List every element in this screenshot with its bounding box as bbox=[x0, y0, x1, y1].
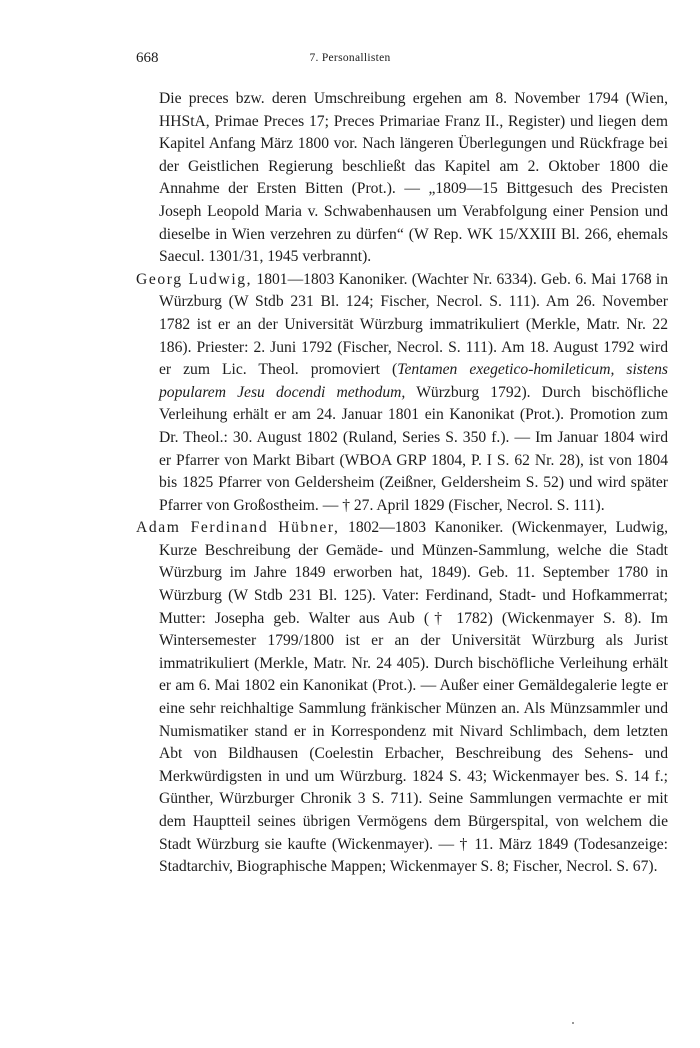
entry-text: 1802—1803 Kanoniker. (Wickenmayer, Ludwig, Kurze Beschreibung der Gemäde- und Münzen-Sammlung, welche die Stadt Würzburg im Jahre 1849 erworben hat, 1849). Geb. 11. September 1780 in Würzburg (W Stdb 231 Bl. 125). Vater: Ferdinand, Stadt- und Hofkammerrat; Mutter: Josepha geb. Walter aus Aub († 1782) (Wickenmayer S. 8). Im Wintersemester 1799/1800 ist er an der Universität Würzburg als Jurist immatrikuliert (Merkle, Matr. Nr. 24 405). Durch bischöfliche Verleihung erhält er am 6. Mai 1802 ein Kanonikat (Prot.). — Außer einer Gemäldegalerie legte er eine sehr reichhaltige Sammlung fränkischer Münzen an. Als Münzsammler und Numismatiker stand er in Korrespondenz mit Nivard Schlimbach, dem letzten Abt von Bildhausen (Coelestin Erbacher, Beschreibung des Sehens- und Merkwürdigsten in und um Würzburg. 1824 S. 43; Wickenmayer bes. S. 14 f.; Günther, Würzburger Chronik 3 S. 711). Seine Sammlungen vermachte er mit dem Hauptteil seines übrigen Vermögens dem Bürgerspital, von welchem die Stadt Würzburg sie kaufte (Wickenmayer). — † 11. März 1849 (Todesanzeige: Stadtarchiv, Biographische Mappen; Wickenmayer S. 8; Fischer, Necrol. S. 67). bbox=[159, 519, 668, 876]
entry-name: Adam Ferdinand Hübner, bbox=[136, 519, 340, 537]
paragraph-continuation: Die preces bzw. deren Umschreibung ergehen am 8. November 1794 (Wien, HHStA, Primae Preces 17; Preces Primariae Franz II., Register) und liegen dem Kapitel Anfang März 1800 vor. Nach längeren Überlegungen und Rückfrage bei der Geistlichen Regierung beschließt das Kapitel am 2. Oktober 1800 die Annahme der Ersten Bitten (Prot.). — „1809—15 Bittgesuch des Precisten Joseph Leopold Maria v. Schwabenhausen um Verabfolgung einer Pension und dieselbe in Wien verzehren zu dürfen“ (W Rep. WK 15/XXIII Bl. 266, ehemals Saecul. 1301/31, 1945 verbrannt). bbox=[159, 90, 668, 266]
entry-georg-ludwig bbox=[136, 269, 668, 518]
work-title: Tentamen exegetico-homileticum, sistens popularem Jesu docendi methodum, bbox=[159, 361, 668, 401]
section-title: 7. Personallisten bbox=[309, 52, 391, 64]
entry-name: Georg Ludwig, bbox=[136, 270, 253, 288]
entry-text: 1801—1803 Kanoniker. (Wachter Nr. 6334). Geb. 6. Mai 1768 in Würzburg (W Stdb 231 Bl. 124; Fischer, Necrol. S. 111). Am 26. November 1782 ist er an der Universität Würzburg immatrikuliert (Merkle, Matr. Nr. 22 186). Priester: 2. Juni 1792 (Fischer, Necrol. S. 111). Am 18. August 1792 wird er zum Lic. Theol. promoviert ( bbox=[159, 270, 668, 379]
entry-text: Würzburg 1792). Durch bischöfliche Verleihung erhält er am 24. Januar 1801 ein Kanonikat (Prot.). Promotion zum Dr. Theol.: 30. August 1802 (Ruland, Series S. 350 f.). — Im Januar 1804 wird er Pfarrer von Markt Bibart (WBOA GRP 1804, P. I S. 62 Nr. 28), ist von 1804 bis 1825 Pfarrer von Geldersheim (Zeißner, Geldersheim S. 52) und wird später Pfarrer von Großostheim. — † 27. April 1829 (Fischer, Necrol. S. 111). bbox=[159, 383, 668, 514]
scan-speck bbox=[572, 1022, 574, 1024]
entry-adam-ferdinand-huebner bbox=[136, 517, 668, 879]
body-text bbox=[136, 88, 668, 879]
running-header bbox=[0, 50, 700, 70]
page-number: 668 bbox=[136, 50, 159, 66]
